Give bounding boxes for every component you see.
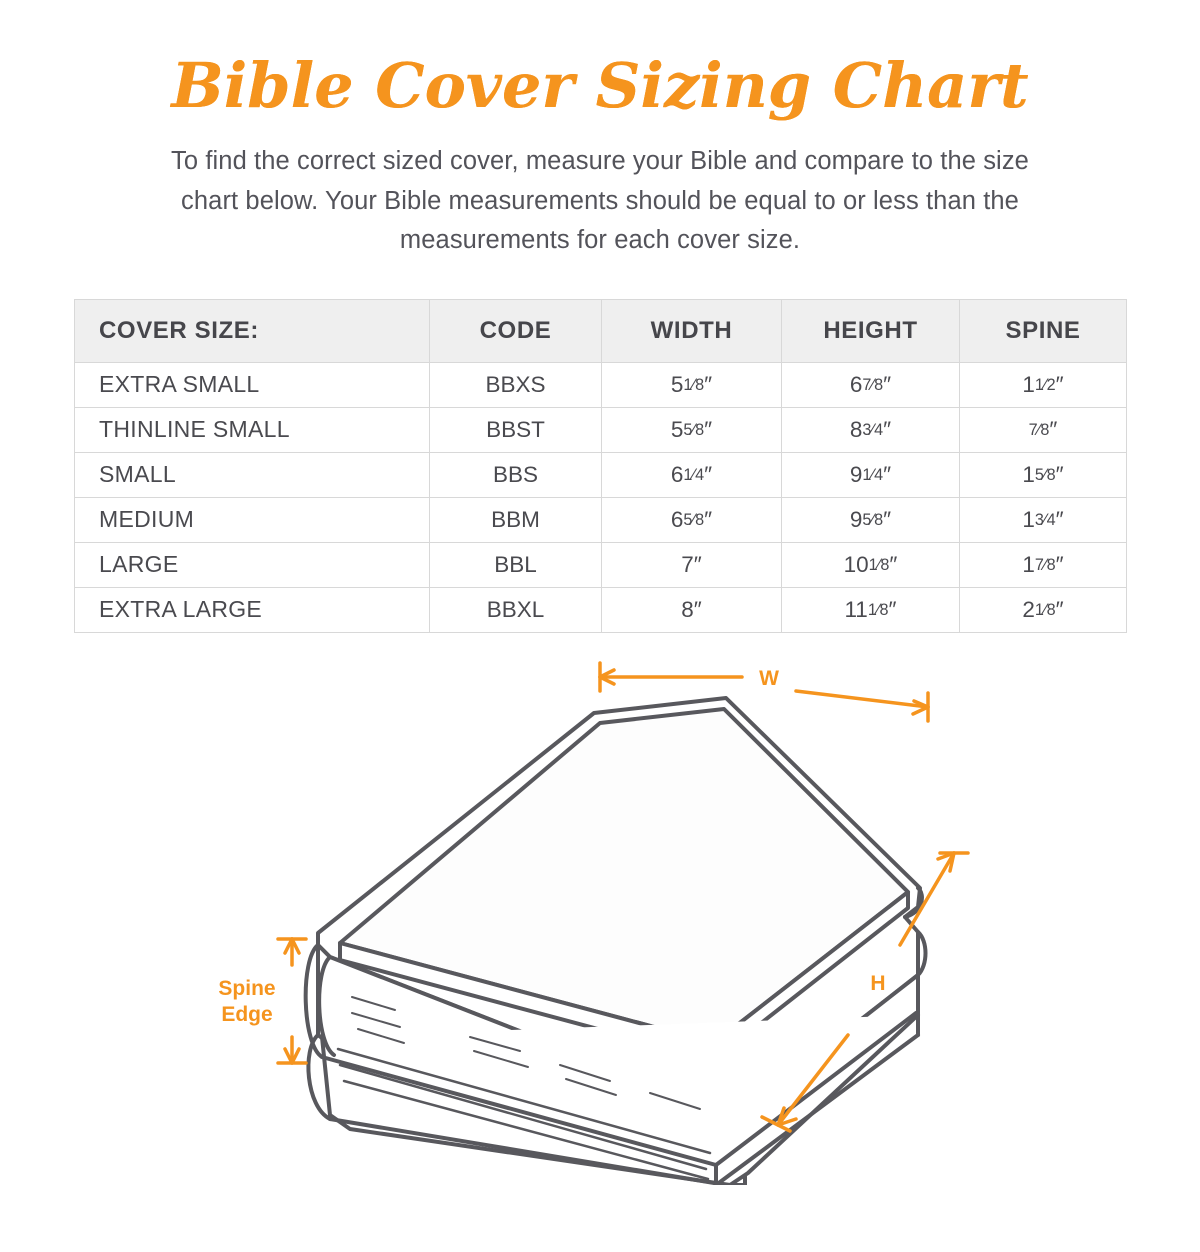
table-row bbox=[75, 407, 1127, 452]
table-body bbox=[75, 362, 1127, 632]
cell-spine: 11⁄2″ bbox=[960, 362, 1127, 407]
cell-width: 61⁄4″ bbox=[602, 452, 782, 497]
width-arrow-line-right bbox=[796, 691, 928, 707]
page-title: Bible Cover Sizing Chart bbox=[171, 49, 1029, 122]
cell-cover-size: MEDIUM bbox=[75, 497, 430, 542]
column-header-code: CODE bbox=[430, 299, 602, 362]
width-label: W bbox=[759, 666, 779, 690]
cell-spine: 13⁄4″ bbox=[960, 497, 1127, 542]
book-illustration bbox=[0, 645, 1200, 1185]
cell-height: 95⁄8″ bbox=[782, 497, 960, 542]
column-header-height: HEIGHT bbox=[782, 299, 960, 362]
cell-code: BBS bbox=[430, 452, 602, 497]
cell-height: 91⁄4″ bbox=[782, 452, 960, 497]
cell-code: BBXS bbox=[430, 362, 602, 407]
column-header-cover-size: COVER SIZE: bbox=[75, 299, 430, 362]
cell-width: 7″ bbox=[602, 542, 782, 587]
cell-height: 83⁄4″ bbox=[782, 407, 960, 452]
spine-label-line2: Edge bbox=[221, 1002, 273, 1026]
cell-spine: 7⁄8″ bbox=[960, 407, 1127, 452]
cell-height: 67⁄8″ bbox=[782, 362, 960, 407]
cell-cover-size: EXTRA LARGE bbox=[75, 587, 430, 632]
cell-cover-size: SMALL bbox=[75, 452, 430, 497]
size-chart-table bbox=[74, 299, 1127, 633]
cell-code: BBXL bbox=[430, 587, 602, 632]
table-row bbox=[75, 497, 1127, 542]
table-row bbox=[75, 587, 1127, 632]
cell-cover-size: THINLINE SMALL bbox=[75, 407, 430, 452]
table-row bbox=[75, 452, 1127, 497]
table-header-row bbox=[75, 299, 1127, 362]
table-row bbox=[75, 362, 1127, 407]
table-row bbox=[75, 542, 1127, 587]
size-chart-container bbox=[74, 299, 1126, 633]
column-header-spine: SPINE bbox=[960, 299, 1127, 362]
cell-code: BBL bbox=[430, 542, 602, 587]
cell-spine: 21⁄8″ bbox=[960, 587, 1127, 632]
cell-spine: 17⁄8″ bbox=[960, 542, 1127, 587]
spine-label-line1: Spine bbox=[218, 976, 276, 1000]
cell-spine: 15⁄8″ bbox=[960, 452, 1127, 497]
cell-cover-size: EXTRA SMALL bbox=[75, 362, 430, 407]
cell-code: BBM bbox=[430, 497, 602, 542]
cell-height: 101⁄8″ bbox=[782, 542, 960, 587]
cell-code: BBST bbox=[430, 407, 602, 452]
cell-width: 8″ bbox=[602, 587, 782, 632]
table-header bbox=[75, 299, 1127, 362]
cell-width: 55⁄8″ bbox=[602, 407, 782, 452]
intro-text: To find the correct sized cover, measure your Bible and compare to the size chart below. Your Bible measurements should be equal to or less than the measurements for each cover size. bbox=[171, 147, 1029, 255]
column-header-width: WIDTH bbox=[602, 299, 782, 362]
cell-cover-size: LARGE bbox=[75, 542, 430, 587]
height-label: H bbox=[870, 971, 886, 995]
cell-height: 111⁄8″ bbox=[782, 587, 960, 632]
cell-width: 51⁄8″ bbox=[602, 362, 782, 407]
cell-width: 65⁄8″ bbox=[602, 497, 782, 542]
